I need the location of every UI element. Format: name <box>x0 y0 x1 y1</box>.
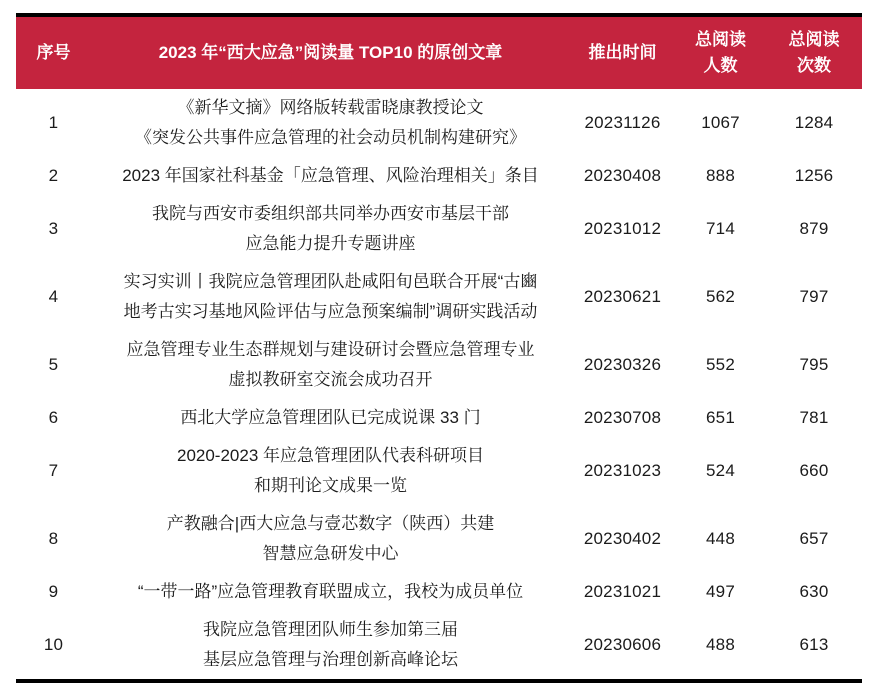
header-row <box>16 15 862 89</box>
row-serial: 1 <box>16 89 91 157</box>
header-total-readers <box>675 15 766 89</box>
total-reads: 660 <box>766 437 862 505</box>
table-body <box>16 89 862 681</box>
header-total-reads-line1: 总阅读 <box>788 30 840 49</box>
row-serial: 4 <box>16 263 91 331</box>
title-line: “一带一路”应急管理教育联盟成立，我校为成员单位 <box>137 582 524 601</box>
article-title <box>91 611 570 681</box>
total-reads: 795 <box>766 331 862 399</box>
article-title <box>91 505 570 573</box>
total-readers: 524 <box>675 437 766 505</box>
table-row <box>16 573 862 611</box>
row-serial: 10 <box>16 611 91 681</box>
title-line: 智慧应急研发中心 <box>262 544 399 563</box>
table-row <box>16 399 862 437</box>
publish-date: 20231012 <box>570 195 675 263</box>
article-title <box>91 573 570 611</box>
article-title <box>91 437 570 505</box>
table-row <box>16 505 862 573</box>
header-article-title: 2023 年“西大应急”阅读量 TOP10 的原创文章 <box>91 15 570 89</box>
total-readers: 552 <box>675 331 766 399</box>
row-serial: 7 <box>16 437 91 505</box>
row-serial: 9 <box>16 573 91 611</box>
header-total-reads-line2: 次数 <box>797 56 831 75</box>
table-row <box>16 89 862 157</box>
title-line: 和期刊论文成果一览 <box>254 476 407 495</box>
article-title <box>91 331 570 399</box>
title-line: 2023 年国家社科基金「应急管理、风险治理相关」条目 <box>122 166 539 185</box>
row-serial: 6 <box>16 399 91 437</box>
header-total-readers-line1: 总阅读 <box>695 30 746 49</box>
total-reads: 879 <box>766 195 862 263</box>
publish-date: 20230326 <box>570 331 675 399</box>
title-line: 实习实训丨我院应急管理团队赴咸阳旬邑联合开展“古豳 <box>123 272 538 291</box>
total-readers: 497 <box>675 573 766 611</box>
row-serial: 5 <box>16 331 91 399</box>
total-reads: 781 <box>766 399 862 437</box>
publish-date: 20231023 <box>570 437 675 505</box>
title-line: 《新华文摘》网络版转载雷晓康教授论文 <box>177 98 484 117</box>
row-serial: 3 <box>16 195 91 263</box>
total-readers: 651 <box>675 399 766 437</box>
total-reads: 630 <box>766 573 862 611</box>
total-readers: 448 <box>675 505 766 573</box>
publish-date: 20230708 <box>570 399 675 437</box>
article-title <box>91 195 570 263</box>
total-reads: 797 <box>766 263 862 331</box>
article-title <box>91 157 570 195</box>
title-line: 应急能力提升专题讲座 <box>245 234 416 253</box>
header-publish-date: 推出时间 <box>570 15 675 89</box>
publish-date: 20230402 <box>570 505 675 573</box>
publish-date: 20231126 <box>570 89 675 157</box>
publish-date: 20230606 <box>570 611 675 681</box>
title-line: 地考古实习基地风险评估与应急预案编制”调研实践活动 <box>123 302 538 321</box>
row-serial: 8 <box>16 505 91 573</box>
title-line: 我院与西安市委组织部共同举办西安市基层干部 <box>152 204 509 223</box>
total-reads: 1284 <box>766 89 862 157</box>
article-title <box>91 263 570 331</box>
publish-date: 20230408 <box>570 157 675 195</box>
title-line: 《突发公共事件应急管理的社会动员机制构建研究》 <box>135 128 526 147</box>
table-row <box>16 437 862 505</box>
header-total-readers-line2: 人数 <box>703 56 738 75</box>
total-reads: 613 <box>766 611 862 681</box>
title-line: 基层应急管理与治理创新高峰论坛 <box>203 650 458 669</box>
total-readers: 562 <box>675 263 766 331</box>
title-line: 应急管理专业生态群规划与建设研讨会暨应急管理专业 <box>126 340 535 359</box>
publish-date: 20231021 <box>570 573 675 611</box>
article-title <box>91 89 570 157</box>
table-row <box>16 157 862 195</box>
total-readers: 1067 <box>675 89 766 157</box>
title-line: 虚拟教研室交流会成功召开 <box>228 370 433 389</box>
title-line: 我院应急管理团队师生参加第三届 <box>203 620 458 639</box>
table-header <box>16 15 862 89</box>
header-total-reads <box>766 15 862 89</box>
total-reads: 657 <box>766 505 862 573</box>
publish-date: 20230621 <box>570 263 675 331</box>
article-title <box>91 399 570 437</box>
header-serial-number: 序号 <box>16 15 91 89</box>
title-line: 2020-2023 年应急管理团队代表科研项目 <box>176 446 485 465</box>
table-row <box>16 195 862 263</box>
total-readers: 488 <box>675 611 766 681</box>
title-line: 西北大学应急管理团队已完成说课 33 门 <box>180 408 481 427</box>
table-row <box>16 331 862 399</box>
table-row <box>16 611 862 681</box>
total-readers: 714 <box>675 195 766 263</box>
table-row <box>16 263 862 331</box>
total-reads: 1256 <box>766 157 862 195</box>
total-readers: 888 <box>675 157 766 195</box>
title-line: 产教融合|西大应急与壹芯数字（陕西）共建 <box>166 514 495 533</box>
top10-articles-table <box>16 13 862 683</box>
row-serial: 2 <box>16 157 91 195</box>
